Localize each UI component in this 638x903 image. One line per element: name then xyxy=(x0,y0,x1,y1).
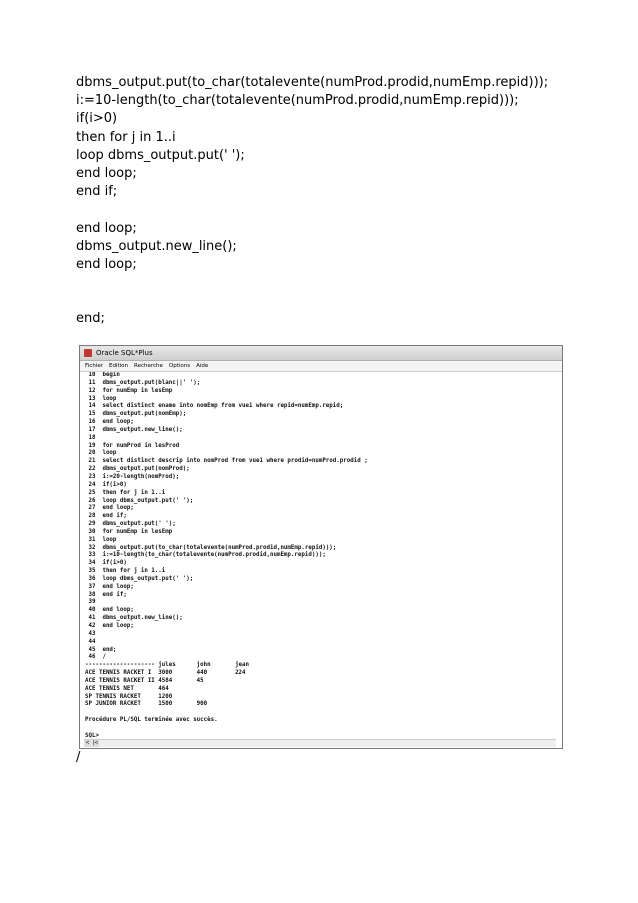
console-line xyxy=(85,725,558,733)
console-line: 29 dbms_output.put(' '); xyxy=(85,521,176,528)
console-line: 36 loop dbms_output.put(' '); xyxy=(85,575,194,582)
console-line: 28 end if; xyxy=(85,513,127,520)
console-output[interactable] xyxy=(85,372,558,738)
console-line: 34 if(i>0) xyxy=(85,560,127,567)
console-line: 11 dbms_output.put(blanc||' '); xyxy=(85,379,201,386)
console-line: SP TENNIS RACKET 1200 xyxy=(85,693,173,700)
console-line: 24 if(i>0) xyxy=(85,481,127,488)
console-line: 46 / xyxy=(85,654,106,661)
code-line: end if; xyxy=(76,184,118,200)
code-line: then for j in 1..i xyxy=(76,129,176,145)
code-line: if(i>0) xyxy=(76,111,118,127)
console-line: 23 i:=20-length(nomProd); xyxy=(85,473,180,480)
menu-bar xyxy=(80,361,562,372)
console-line: 41 dbms_output.new_line(); xyxy=(85,615,183,622)
code-line: end loop; xyxy=(76,256,137,272)
console-line: 25 then for j in 1..i xyxy=(85,489,166,496)
console-line: 26 loop dbms_output.put(' '); xyxy=(85,497,194,504)
trailing-slash: / xyxy=(76,750,81,765)
code-line: loop dbms_output.put(' '); xyxy=(76,147,245,163)
menu-item-options[interactable]: Options xyxy=(168,363,191,369)
console-line: 21 select distinct descrip into nomProd from vue1 where prodid=numProd.prodid ; xyxy=(85,458,368,465)
code-line xyxy=(76,201,616,219)
window-titlebar xyxy=(80,346,562,361)
console-line: 22 dbms_output.put(nomProd); xyxy=(85,466,190,473)
menu-item-fichier[interactable]: Fichier xyxy=(85,363,103,369)
console-line: 12 for numEmp in lesEmp xyxy=(85,387,173,394)
console-line: 42 end loop; xyxy=(85,623,134,629)
console-line: SP JUNIOR RACKET 1500 900 xyxy=(85,701,208,708)
console-line: ACE TENNIS RACKET II 4584 45 xyxy=(85,677,204,684)
code-line xyxy=(76,274,616,292)
console-line: 43 xyxy=(85,630,96,637)
console-line: 35 then for j in 1..i xyxy=(85,568,166,575)
console-line: 19 for numProd in lesProd xyxy=(85,442,180,449)
console-line: 20 loop xyxy=(85,450,117,457)
console-line: 32 dbms_output.put(to_char(totalevente(numProd.prodid,numEmp.repid))); xyxy=(85,544,337,551)
scroll-right-arrow-icon[interactable]: |< xyxy=(92,740,99,746)
console-line: Procédure PL/SQL terminée avec succès. xyxy=(85,717,218,724)
oracle-app-icon xyxy=(84,349,92,357)
console-line: 14 select distinct ename into nomEmp from vue1 where repid=numEmp.repid; xyxy=(85,403,344,410)
scroll-left-arrow-icon[interactable]: < xyxy=(85,740,90,746)
code-line: end loop; xyxy=(76,165,137,181)
console-line: 39 xyxy=(85,599,96,606)
console-line: 30 for numEmp in lesEmp xyxy=(85,528,173,535)
console-line: 10 begin xyxy=(85,372,120,378)
sqlplus-window xyxy=(79,345,563,749)
console-line: 44 xyxy=(85,638,96,645)
document-code xyxy=(76,74,616,329)
console-line: 37 end loop; xyxy=(85,583,134,590)
console-line: SQL> xyxy=(85,732,99,738)
menu-item-edition[interactable]: Edition xyxy=(108,363,129,369)
console-line: 13 loop xyxy=(85,395,117,402)
console-line: 17 dbms_output.new_line(); xyxy=(85,426,183,433)
code-line: dbms_output.put(to_char(totalevente(numProd.prodid,numEmp.repid))); xyxy=(76,75,549,90)
console-line: ACE TENNIS NET 464 xyxy=(85,685,169,692)
console-line: 40 end loop; xyxy=(85,607,134,614)
menu-item-recherche[interactable]: Recherche xyxy=(134,363,163,369)
console-line: 33 i:=10-length(to_char(totalevente(numProd.prodid,numEmp.repid))); xyxy=(85,552,326,559)
code-line: dbms_output.new_line(); xyxy=(76,238,237,254)
console-line: -------------------- jules john jean xyxy=(85,662,250,669)
horizontal-scrollbar[interactable] xyxy=(84,739,556,747)
menu-item-aide[interactable]: Aide xyxy=(196,363,209,369)
code-line: end loop; xyxy=(76,220,137,236)
console-line: 45 end; xyxy=(85,646,117,653)
console-line xyxy=(85,709,558,717)
console-line: 15 dbms_output.put(nomEmp); xyxy=(85,411,187,418)
console-line: 16 end loop; xyxy=(85,419,134,426)
console-line: 18 xyxy=(85,434,96,441)
window-title: Oracle SQL*Plus xyxy=(96,349,153,357)
code-line: i:=10-length(to_char(totalevente(numProd.prodid,numEmp.repid))); xyxy=(76,93,519,109)
code-line xyxy=(76,292,616,310)
console-line: 31 loop xyxy=(85,536,117,543)
console-line: ACE TENNIS RACKET I 3000 440 224 xyxy=(85,670,246,677)
console-line: 38 end if; xyxy=(85,591,127,598)
code-line: end; xyxy=(76,311,105,327)
console-line: 27 end loop; xyxy=(85,505,134,512)
